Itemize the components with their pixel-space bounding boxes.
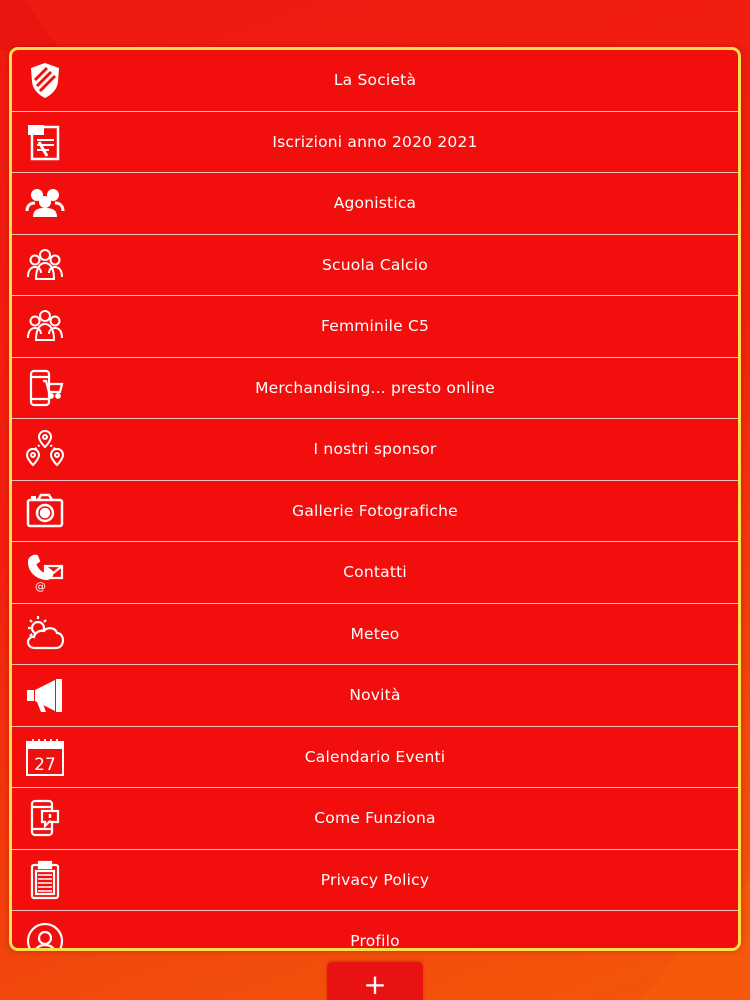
menu-item-iscrizioni[interactable] <box>12 112 738 174</box>
menu-item-calendario[interactable] <box>12 727 738 789</box>
menu-item-label: Agonistica <box>333 194 417 213</box>
map-pins-icon <box>24 428 66 470</box>
phone-cart-icon <box>24 367 66 409</box>
weather-cloud-icon <box>24 613 66 655</box>
menu-item-label: Femminile C5 <box>320 317 430 336</box>
menu-item-scuola-calcio[interactable] <box>12 235 738 297</box>
profile-icon <box>24 920 66 951</box>
menu-item-privacy[interactable] <box>12 850 738 912</box>
menu-item-label: Come Funziona <box>314 809 436 828</box>
menu-item-meteo[interactable] <box>12 604 738 666</box>
menu-item-label: Profilo <box>350 932 400 951</box>
calendar-day-number: 27 <box>34 754 56 775</box>
people-group-icon <box>24 305 66 347</box>
menu-item-label: Calendario Eventi <box>304 747 446 766</box>
svg-text:@: @ <box>35 580 46 593</box>
menu-list <box>12 50 738 951</box>
add-button[interactable]: + <box>327 962 423 1000</box>
menu-item-label: Scuola Calcio <box>322 255 428 274</box>
menu-item-label: Meteo <box>350 624 400 643</box>
menu-item-come-funziona[interactable] <box>12 788 738 850</box>
menu-item-label: Novità <box>349 686 401 705</box>
menu-item-merchandising[interactable] <box>12 358 738 420</box>
menu-item-contatti[interactable] <box>12 542 738 604</box>
menu-item-gallerie[interactable] <box>12 481 738 543</box>
menu-item-label: Gallerie Fotografiche <box>292 501 458 520</box>
menu-item-sponsor[interactable] <box>12 419 738 481</box>
form-document-icon <box>24 121 66 163</box>
menu-item-profilo[interactable] <box>12 911 738 951</box>
menu-item-femminile-c5[interactable] <box>12 296 738 358</box>
phone-mail-icon <box>24 551 66 593</box>
camera-icon <box>24 490 66 532</box>
menu-panel <box>9 47 741 951</box>
clipboard-icon <box>24 859 66 901</box>
menu-item-label: Iscrizioni anno 2020 2021 <box>272 132 478 151</box>
menu-item-label: Merchandising... presto online <box>255 378 495 397</box>
menu-item-la-societa[interactable] <box>12 50 738 112</box>
menu-item-label: La Società <box>333 71 417 90</box>
menu-item-label: I nostri sponsor <box>313 440 437 459</box>
team-group-icon <box>24 182 66 224</box>
megaphone-icon <box>24 674 66 716</box>
menu-item-label: Privacy Policy <box>320 870 430 889</box>
menu-item-agonistica[interactable] <box>12 173 738 235</box>
shield-icon <box>24 59 66 101</box>
menu-item-label: Contatti <box>343 563 407 582</box>
people-group-icon <box>24 244 66 286</box>
menu-item-novita[interactable] <box>12 665 738 727</box>
phone-help-icon <box>24 797 66 839</box>
calendar-icon <box>24 736 66 778</box>
